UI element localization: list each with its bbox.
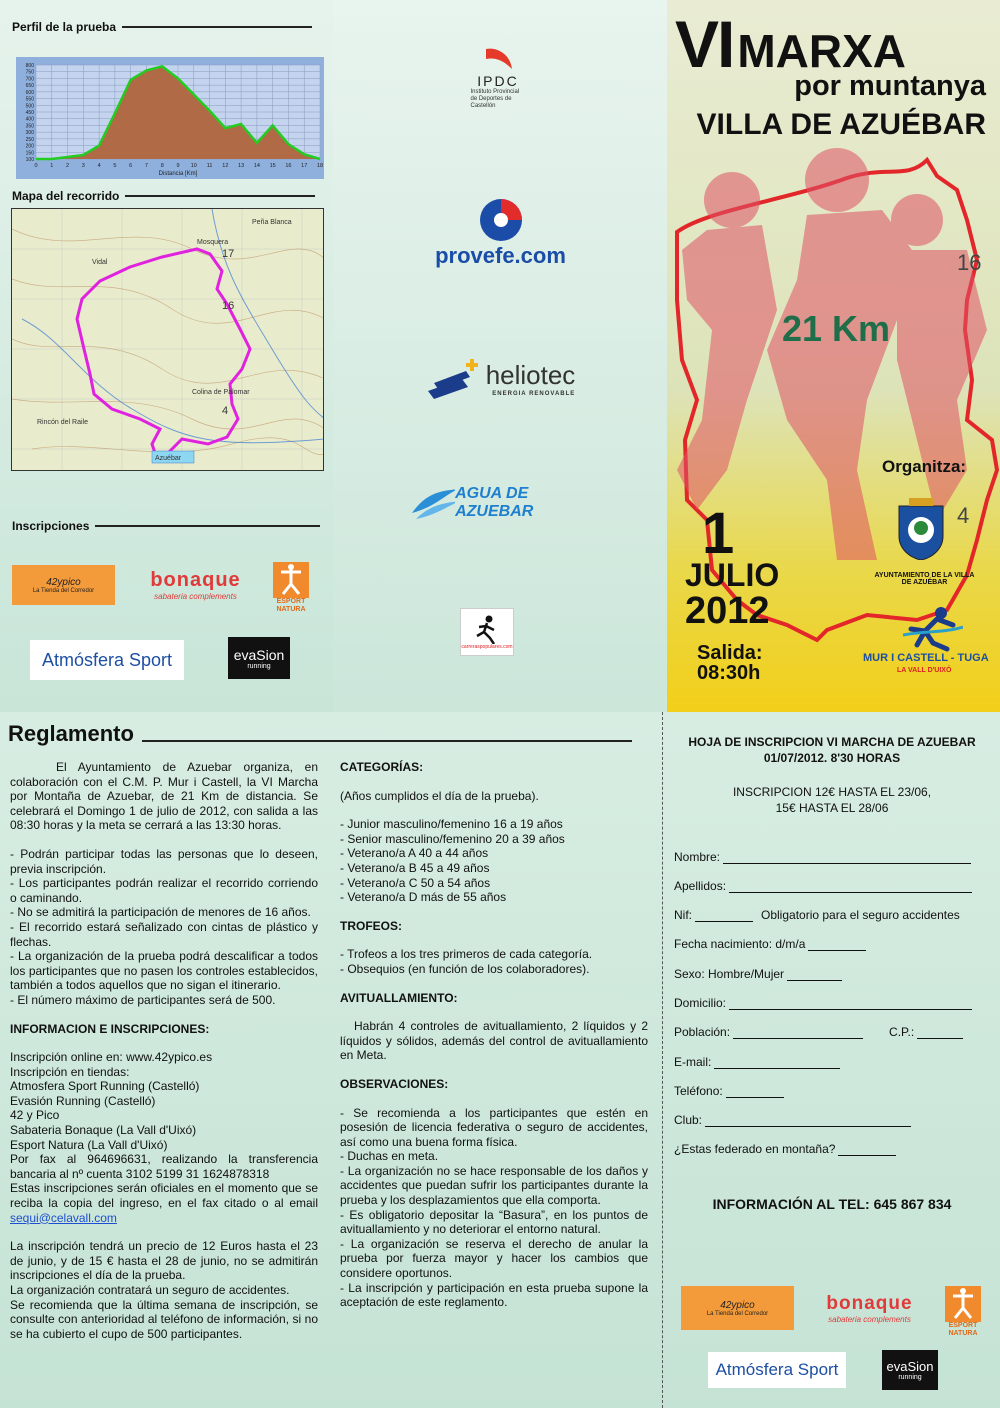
sponsor-esport-natura-logo (270, 558, 312, 614)
cover-roman: VI (675, 7, 734, 81)
ipdc-sub: Instituto Provincial de Deportes de Castellón (470, 89, 520, 109)
provefe-logo (418, 195, 583, 270)
sponsor-name: evaSion (233, 646, 285, 663)
rivers (22, 209, 324, 443)
left-panel (0, 0, 333, 712)
map-number: 4 (957, 503, 970, 528)
sponsor-esport-natura-logo (942, 1282, 984, 1338)
federado-input-line[interactable] (838, 1144, 896, 1156)
reglamento-col1 (10, 760, 318, 1341)
y-tick-label: 500 (25, 103, 34, 110)
poblacion-input-line[interactable] (733, 1027, 863, 1039)
x-tick-label: 18 (316, 163, 324, 169)
categoria-item: - Veterano/a D más de 55 años (340, 890, 507, 905)
x-tick-label: 14 (253, 163, 260, 169)
route-path (77, 249, 250, 459)
x-tick-label: 7 (144, 163, 148, 169)
sponsor-42ypico-logo (12, 565, 115, 605)
insurance-text: La organización contratará un seguro de accidentes. (10, 1283, 290, 1297)
info-line: Atmosfera Sport Running (Castelló) (10, 1079, 200, 1094)
water-wave-icon (408, 483, 455, 523)
mur-castell-runner-icon (903, 605, 963, 653)
x-tick-label: 1 (50, 163, 54, 169)
y-tick-label: 250 (25, 136, 34, 143)
y-tick-label: 100 (25, 157, 34, 163)
cover-panel (667, 0, 1000, 712)
fecha-input-line[interactable] (808, 939, 866, 951)
email-input-line[interactable] (714, 1057, 840, 1069)
info-line: Inscripción online en: www.42ypico.es (10, 1050, 213, 1065)
x-tick-label: 9 (176, 163, 180, 169)
route-map (11, 208, 324, 471)
field-label: Fecha nacimiento: d/m/a (674, 937, 806, 951)
map-number: 16 (957, 250, 982, 275)
cover-salida-label: Salida: (697, 642, 763, 664)
observaciones-heading: OBSERVACIONES: (340, 1076, 449, 1091)
form-title-line: 01/07/2012. 8'30 HORAS (763, 751, 901, 765)
heading-rule (142, 740, 632, 742)
y-tick-label: 550 (25, 96, 34, 103)
categoria-item: - Junior masculino/femenino 16 a 19 años (340, 817, 563, 832)
y-tick-label: 300 (25, 130, 34, 137)
form-title-line: HOJA DE INSCRIPCION VI MARCHA DE AZUEBAR (688, 735, 976, 749)
cover-title-marxa: MARXA (737, 25, 907, 77)
sponsor-tagline: La Tienda del Corredor (32, 587, 95, 594)
observacion-item: - Duchas en meta. (340, 1149, 439, 1164)
reglamento-col2 (340, 760, 648, 1310)
rule-item: - El número máximo de participantes será de 500. (10, 992, 276, 1007)
map-heading-text: Mapa del recorrido (12, 189, 120, 203)
categorias-note: (Años cumplidos el día de la prueba). (340, 788, 539, 803)
field-label: Nombre: (674, 850, 721, 864)
sponsor-tagline: La Tienda del Corredor (706, 1310, 769, 1317)
map-label: Peña Blanca (252, 219, 292, 226)
x-tick-label: 0 (34, 163, 38, 169)
sponsor-bonaque-logo (812, 1288, 927, 1328)
reglamento-heading-text: Reglamento (8, 721, 134, 746)
bottom-panel (0, 712, 1000, 1408)
form-price-line: 15€ HASTA EL 28/06 (775, 801, 889, 815)
cover-distance: 21 Km (782, 308, 891, 349)
nombre-input-line[interactable] (723, 852, 971, 864)
field-apellidos[interactable] (674, 879, 972, 893)
club-input-line[interactable] (705, 1115, 911, 1127)
carreras-name: carreraspopulares.com (461, 644, 513, 650)
map-grid (12, 209, 324, 471)
map-label: 16 (222, 300, 235, 312)
info-line: Inscripción en tiendas: (10, 1064, 130, 1079)
rule-item: - El recorrido estará señalizado con cintas de plástico y flechas. (10, 919, 318, 949)
categorias-heading: CATEGORÍAS: (340, 760, 424, 774)
rule-item: - Los participantes podrán realizar el recorrido corriendo o caminando. (10, 876, 318, 905)
field-club[interactable] (674, 1113, 911, 1127)
field-telefono[interactable] (674, 1084, 784, 1098)
info-line: Esport Natura (La Vall d'Uixó) (10, 1137, 168, 1152)
sponsor-name: bonaque (826, 1292, 913, 1314)
info-telephone: INFORMACIÓN AL TEL: 645 867 834 (712, 1196, 952, 1212)
agua-azuebar-logo (408, 480, 588, 525)
rule-item: - No se admitirá la participación de menores de 16 años. (10, 905, 311, 920)
x-tick-label: 4 (97, 163, 101, 169)
observacion-item: - Es obligatorio depositar la “Basura”, en los puntos de avituallamiento y no deteriorar el entorno natural. (340, 1207, 648, 1237)
map-label: 17 (222, 248, 235, 260)
ipdc-name: IPDC (477, 73, 519, 89)
sponsor-42ypico-logo (681, 1286, 794, 1330)
x-tick-label: 17 (301, 163, 308, 169)
inscriptions-heading (12, 519, 320, 533)
y-tick-label: 350 (25, 123, 34, 130)
field-poblacion[interactable] (674, 1025, 963, 1039)
field-label: Domicilio: (674, 996, 727, 1010)
domicilio-input-line[interactable] (729, 998, 972, 1010)
sponsor-tagline: running (898, 1374, 922, 1381)
y-tick-label: 200 (25, 143, 34, 150)
trofeo-item: - Obsequios (en función de los colaboradores). (340, 961, 590, 976)
categoria-item: - Veterano/a A 40 a 44 años (340, 846, 489, 861)
field-label: Club: (674, 1113, 703, 1127)
intro-paragraph: El Ayuntamiento de Azuebar organiza, en colaboración con el C.M. P. Mur i Castell, la VI Marcha por Montaña de Azuebar, de 21 Km de distancia. Se celebrará el Domingo 1 de julio de 2012, con salida a las 08:30 horas y la meta se cerrará a las 13:30 horas. (10, 760, 318, 833)
field-domicilio[interactable] (674, 996, 972, 1010)
sponsor-tagline: sabateria complements (154, 592, 237, 601)
info-line: 42 y Pico (10, 1108, 60, 1123)
heliotec-sub: ENERGIA RENOVABLE (492, 390, 576, 397)
club-name: MUR I CASTELL - TUGA (863, 652, 989, 664)
ayuntamiento-crest-icon (895, 498, 947, 560)
trofeos-heading: TROFEOS: (340, 918, 402, 933)
esport-natura-figure-icon (945, 1286, 981, 1322)
cover-day: 1 (702, 501, 735, 566)
field-nombre[interactable] (674, 850, 971, 864)
sponsor-name: ESPORT NATURA (276, 598, 306, 613)
elevation-profile-chart (16, 57, 324, 179)
avituallamiento-heading: AVITUALLAMIENTO: (340, 990, 458, 1005)
map-label: Rincón del Raile (37, 419, 88, 426)
field-label: Apellidos: (674, 879, 727, 893)
info-line: Sabateria Bonaque (La Vall d'Uixó) (10, 1123, 197, 1138)
cover-title-por-muntanya: por muntanya (794, 70, 986, 102)
categoria-item: - Veterano/a C 50 a 54 años (340, 875, 491, 890)
cover-month: JULIO (685, 557, 780, 593)
field-email[interactable] (674, 1055, 840, 1069)
fold-line (662, 712, 663, 1408)
field-label: E-mail: (674, 1055, 712, 1069)
nif-input-line[interactable] (695, 910, 753, 922)
ipdc-logo (463, 35, 533, 120)
form-price (668, 784, 996, 816)
x-tick-label: 16 (285, 163, 292, 169)
y-tick-label: 600 (25, 89, 34, 96)
x-tick-label: 13 (238, 163, 245, 169)
field-nif[interactable] (674, 908, 960, 922)
sponsor-name: Atmósfera Sport (41, 649, 173, 670)
x-tick-label: 3 (81, 163, 85, 169)
esport-natura-figure-icon (273, 562, 309, 598)
provefe-mark-icon (478, 197, 524, 243)
sponsor-name: Atmósfera Sport (715, 1360, 839, 1379)
carreras-populares-logo (460, 608, 514, 656)
heading-rule (95, 525, 320, 527)
reglamento-heading (8, 721, 632, 747)
field-fecha[interactable] (674, 937, 866, 951)
y-tick-label: 650 (25, 83, 34, 90)
x-axis-label: Distancia [Km] (158, 171, 198, 177)
field-label: Población: (674, 1025, 731, 1039)
field-label: ¿Estas federado en montaña? (674, 1142, 836, 1156)
map-label: Colina de Palomar (192, 389, 250, 396)
info-heading: INFORMACION E INSCRIPCIONES: (10, 1021, 210, 1036)
avituallamiento-text: Habrán 4 controles de avituallamiento, 2 líquidos y 2 líquidos y sólidos, además del control de avituallamiento en Meta. (340, 1019, 648, 1063)
categoria-item: - Veterano/a B 45 a 49 años (340, 860, 490, 875)
x-tick-label: 2 (66, 163, 70, 169)
sponsor-evasion-logo (228, 637, 290, 679)
observacion-item: - La organización no se hace responsable de los daños y accidentes que puedan sufrir los participantes durante la prueba y los desplazamientos que ella comporta. (340, 1163, 648, 1208)
runner-icon (472, 614, 502, 644)
heliotec-panel-icon (426, 355, 486, 401)
ayuntamiento-label: AYUNTAMIENTO DE LA VILLA DE AZUÉBAR (874, 572, 975, 586)
sponsor-bonaque-logo (138, 565, 253, 605)
heliotec-name: heliotec (485, 359, 576, 390)
sponsor-name: bonaque (150, 569, 241, 591)
x-tick-label: 6 (129, 163, 133, 169)
x-tick-label: 15 (269, 163, 276, 169)
trofeo-item: - Trofeos a los tres primeros de cada categoría. (340, 947, 593, 962)
observacion-item: - Se recomienda a los participantes que estén en posesión de licencia federativa o seguro de accidentes, así como una buena forma física. (340, 1105, 648, 1149)
sponsor-tagline: running (247, 662, 271, 670)
cp-input-line[interactable] (917, 1027, 963, 1039)
form-price-line: INSCRIPCION 12€ HASTA EL 23/06, (732, 785, 932, 799)
map-label: 4 (222, 405, 229, 417)
apellidos-input-line[interactable] (729, 881, 972, 893)
provefe-name: provefe.com (435, 242, 566, 268)
y-tick-label: 750 (25, 69, 34, 76)
cover-salida-time: 08:30h (697, 662, 761, 684)
sponsor-atmosfera-logo (30, 640, 184, 680)
middle-panel (333, 0, 667, 712)
rule-item: - Podrán participar todas las personas que lo deseen, previa inscripción. (10, 846, 318, 876)
y-tick-label: 800 (25, 63, 34, 69)
field-label: Nif: (674, 908, 692, 922)
ipdc-mark-icon (482, 45, 514, 73)
telefono-input-line[interactable] (726, 1086, 784, 1098)
sexo-input-line[interactable] (787, 969, 842, 981)
y-tick-label: 450 (25, 110, 34, 116)
heading-rule (122, 26, 312, 28)
sponsor-atmosfera-logo (708, 1352, 846, 1388)
price-text: La inscripción tendrá un precio de 12 Euros hasta el 23 de junio, y de 15 € hasta el 28 de junio, no se admitirán inscripciones el día de la prueba. (10, 1239, 318, 1283)
inscriptions-heading-text: Inscripciones (12, 519, 90, 533)
y-tick-label: 700 (25, 76, 34, 83)
recommend-text: Se recomienda que la última semana de inscripción, se consulte con anterioridad al teléfono de información, si no se ha cubierto el cupo de 500 participantes. (10, 1297, 318, 1341)
y-tick-label: 150 (25, 150, 34, 157)
sponsor-name: evaSion (886, 1359, 934, 1374)
map-label: Vidal (92, 259, 108, 266)
x-tick-label: 8 (160, 163, 164, 169)
field-federado[interactable] (674, 1142, 896, 1156)
field-label: Teléfono: (674, 1084, 723, 1098)
route-map-svg (12, 209, 324, 471)
x-tick-label: 12 (222, 163, 229, 169)
nif-note: Obligatorio para el seguro accidentes (761, 908, 960, 922)
x-tick-label: 10 (190, 163, 197, 169)
cover-title-villa: VILLA DE AZUÉBAR (696, 108, 986, 141)
cover-organiza: Organitza: (882, 457, 967, 476)
x-tick-label: 11 (206, 163, 213, 169)
y-tick-label: 400 (25, 116, 34, 123)
sponsor-name: 42ypico (720, 1299, 755, 1311)
sponsor-name: ESPORT NATURA (948, 1322, 978, 1337)
email-link[interactable]: sequi@celavall.com (10, 1210, 117, 1225)
info-line: Por fax al 964696631, realizando la transferencia bancaria al nº cuenta 3102 5199 31 1624878318 (10, 1152, 318, 1181)
heading-rule (125, 195, 315, 197)
field-sexo[interactable] (674, 967, 842, 981)
heliotec-logo (403, 348, 598, 408)
sponsor-evasion-logo (882, 1350, 938, 1390)
club-city: LA VALL D'UIXÓ (897, 667, 952, 674)
map-label: Azuébar (155, 455, 182, 462)
info-line: Estas inscripciones serán oficiales en el momento que se reciba la copia del ingreso, en el fax citado o al email (10, 1181, 318, 1211)
agua-name: AGUA DE AZUEBAR (455, 484, 534, 520)
x-tick-label: 5 (113, 163, 117, 169)
field-label: Sexo: Hombre/Mujer (674, 967, 785, 981)
map-heading (12, 189, 315, 203)
categoria-item: - Senior masculino/femenino 20 a 39 años (340, 831, 565, 846)
info-line: Evasión Running (Castelló) (10, 1093, 156, 1108)
form-title (668, 734, 996, 766)
profile-heading-text: Perfil de la prueba (12, 20, 117, 34)
observacion-item: - La organización se reserva el derecho de anular la prueba por fuerza mayor y hacer los cambios que considere oportunos. (340, 1236, 648, 1281)
sponsor-name: 42ypico (46, 576, 81, 588)
sponsor-tagline: sabateria complements (828, 1314, 911, 1324)
cover-year: 2012 (685, 590, 770, 632)
field-label: C.P.: (889, 1025, 915, 1039)
observacion-item: - La inscripción y participación en esta prueba supone la aceptación de este reglamento. (340, 1280, 648, 1310)
profile-heading (12, 20, 312, 34)
rule-item: - La organización de la prueba podrá descalificar a todos los participantes que no pasen los controles establecidos, también a todos aquellos que no sigan el itinerario. (10, 949, 318, 993)
map-label: Mosquera (197, 239, 229, 246)
